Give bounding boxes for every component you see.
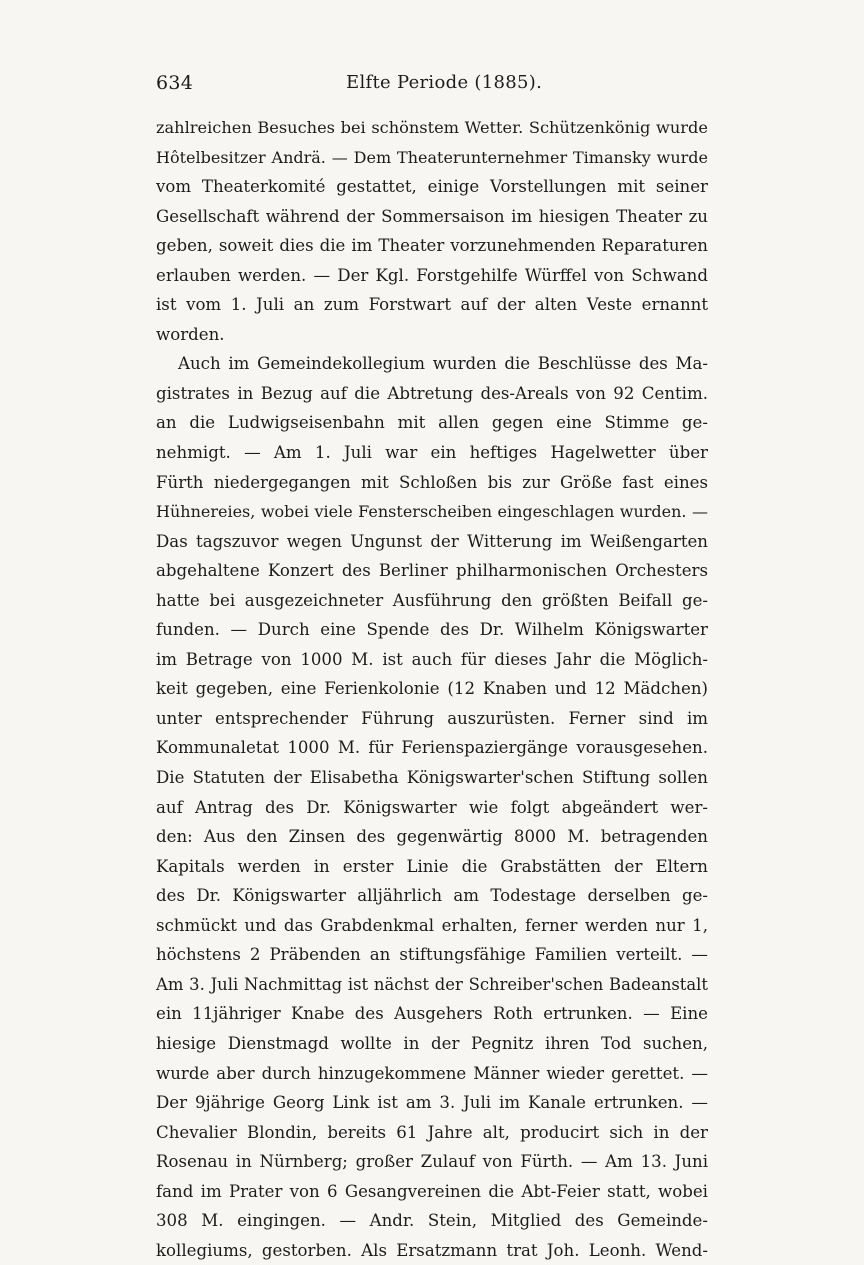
text-line: kollegiums, gestorben. Als Ersatzmann trat Joh. Leonh. Wend- — [156, 1240, 708, 1260]
text-line: Kommunaletat 1000 M. für Ferienspaziergänge vorausgesehen. — [156, 738, 708, 758]
text-line: Der 9jährige Georg Link ist am 3. Juli im Kanale ertrunken. — — [156, 1093, 708, 1113]
text-line: gistrates in Bezug auf die Abtretung des-Areals von 92 Centim. — [156, 383, 708, 403]
text-line: Fürth niedergegangen mit Schloßen bis zur Größe fast eines — [156, 472, 708, 492]
text-line: schmückt und das Grabdenkmal erhalten, ferner werden nur 1, — [156, 915, 708, 935]
text-line: Auch im Gemeindekollegium wurden die Beschlüsse des Ma- — [178, 354, 708, 374]
text-line: Das tagszuvor wegen Ungunst der Witterung im Weißengarten — [156, 531, 708, 551]
text-line: den: Aus den Zinsen des gegenwärtig 8000 M. betragenden — [156, 827, 708, 847]
text-line: zahlreichen Besuches bei schönstem Wetter. Schützenkönig wurde — [156, 118, 708, 137]
text-line: vom Theaterkomité gestattet, einige Vorstellungen mit seiner — [156, 177, 708, 197]
text-line: 308 M. eingingen. — Andr. Stein, Mitglied des Gemeinde- — [156, 1211, 708, 1231]
text-line: funden. — Durch eine Spende des Dr. Wilhelm Königswarter — [156, 620, 708, 640]
text-line: Rosenau in Nürnberg; großer Zulauf von Fürth. — Am 13. Juni — [156, 1152, 708, 1172]
text-line: Am 3. Juli Nachmittag ist nächst der Schreiber'schen Badeanstalt — [156, 974, 708, 994]
text-line: hiesige Dienstmagd wollte in der Pegnitz ihren Tod suchen, — [156, 1033, 708, 1053]
text-line: wurde aber durch hinzugekommene Männer wieder gerettet. — — [156, 1063, 708, 1083]
text-line: Chevalier Blondin, bereits 61 Jahre alt, producirt sich in der — [156, 1122, 708, 1142]
text-line: geben, soweit dies die im Theater vorzunehmenden Reparaturen — [156, 236, 708, 256]
text-line: Hôtelbesitzer Andrä. — Dem Theaterunternehmer Timansky wurde — [156, 147, 708, 167]
body-text — [156, 113, 708, 1265]
text-line: abgehaltene Konzert des Berliner philharmonischen Orchesters — [156, 561, 708, 581]
text-line: fand im Prater von 6 Gesangvereinen die Abt-Feier statt, wobei — [156, 1181, 708, 1201]
text-line: Kapitals werden in erster Linie die Grabstätten der Eltern — [156, 856, 708, 876]
text-line: unter entsprechender Führung auszurüsten. Ferner sind im — [156, 708, 708, 728]
page-number: 634 — [156, 72, 194, 94]
text-line: ein 11jähriger Knabe des Ausgehers Roth ertrunken. — Eine — [156, 1004, 708, 1024]
text-line: worden. — [156, 324, 225, 344]
text-line: Gesellschaft während der Sommersaison im hiesigen Theater zu — [156, 206, 708, 226]
text-line: auf Antrag des Dr. Königswarter wie folgt abgeändert wer- — [156, 797, 708, 817]
page-header — [156, 72, 708, 102]
text-line: höchstens 2 Präbenden an stiftungsfähige Familien verteilt. — — [156, 945, 708, 965]
text-line: des Dr. Königswarter alljährlich am Todestage derselben ge- — [156, 886, 708, 906]
text-line: an die Ludwigseisenbahn mit allen gegen eine Stimme ge- — [156, 413, 708, 433]
text-line: nehmigt. — Am 1. Juli war ein heftiges Hagelwetter über — [156, 443, 708, 463]
text-line: erlauben werden. — Der Kgl. Forstgehilfe Würffel von Schwand — [156, 265, 708, 285]
running-title: Elfte Periode (1885). — [346, 72, 543, 93]
text-line: hatte bei ausgezeichneter Ausführung den größten Beifall ge- — [156, 590, 708, 610]
text-line: keit gegeben, eine Ferienkolonie (12 Knaben und 12 Mädchen) — [156, 679, 708, 699]
text-line: ist vom 1. Juli an zum Forstwart auf der alten Veste ernannt — [156, 295, 708, 315]
text-line: im Betrage von 1000 M. ist auch für dieses Jahr die Möglich- — [156, 649, 708, 669]
text-line: Hühnereies, wobei viele Fensterscheiben eingeschlagen wurden. — — [156, 502, 708, 522]
text-line: Die Statuten der Elisabetha Königswarter'schen Stiftung sollen — [156, 768, 708, 788]
